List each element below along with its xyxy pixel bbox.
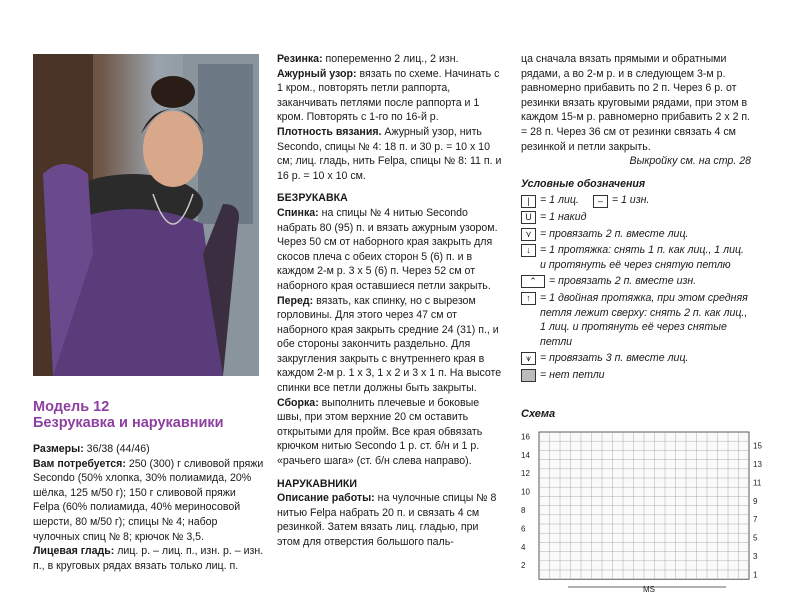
model-name: Безрукавка и нарукавники [33,415,224,431]
scheme-title: Схема [521,408,556,420]
legend-row-p2tog [521,274,751,289]
repeat-label: MS [643,585,655,593]
pattern-reference: Выкройку см. на стр. 28 [629,155,751,168]
continued-text: ца сначала вязать прямыми и обратными рядами, а во 2-м р. и в следующем 3-м р. равномерно прибавить по 2 п. Через 6 р. от резинки вязать круговыми рядами, при этом в каждом 15-м р. равномерно прибавить 2 x 2 п. = 28 п. Через 36 см от резинки связать 4 см резинкой и петли закрыть. [521,53,751,153]
legend-no-stitch: = нет петли [540,368,605,381]
legend-p2tog: = провязать 2 п. вместе изн. [549,275,697,288]
density-label: Плотность вязания. [277,125,382,138]
p2tog-symbol-icon: ⌃ [521,275,545,288]
legend-row-double-decrease [521,291,751,349]
legend-yarn-over: = 1 накид [540,210,587,223]
assembly-label: Сборка: [277,396,319,409]
legend-row-knit-purl [521,193,751,208]
legend-row-k3tog [521,351,751,366]
chart-row-label-left: 6 [521,524,526,534]
legend-ssk: = 1 протяжка: снять 1 п. как лиц., 1 лиц. и протянуть её через снятую петлю [540,244,744,271]
assembly-value: выполнить плечевые и боковые швы, при этом верхние 20 см оставить открытыми для пройм. Все края обвязать крючком нитью Secondo 1 р. ст. б/н и 1 р. «рачьего шага» (ст. б/н слева направо). [277,396,483,468]
chart-left-row-labels [521,432,530,570]
double-decrease-symbol-icon: ↑ [521,292,536,305]
legend-row-k2tog [521,227,751,242]
knitting-chart [521,424,761,593]
density-value: Ажурный узор, нить Secondo, спицы № 4: 18 п. и 30 р. = 10 x 10 см; лиц. гладь, нить Felpa, спицы № 8: 11 п. и 16 р. = 10 x 10 см. [277,125,502,182]
rib-label: Резинка: [277,53,323,65]
stockinette-label: Лицевая гладь: [33,545,115,558]
chart-row-label-left: 10 [521,487,530,497]
rib-value: попеременно 2 лиц., 2 изн. [322,53,459,65]
chart-grid [539,432,749,579]
legend-title: Условные обозначения [521,177,646,190]
chart-row-label-right: 3 [753,551,758,561]
stockinette-value: лиц. р. – лиц. п., изн. р. – изн. п., в круговых рядах вязать только лиц. п. [33,545,264,572]
k3tog-symbol-icon: ⩛ [521,352,536,365]
vest-heading: БЕЗРУКАВКА [277,192,348,205]
instructions-column [277,52,503,550]
chart-row-label-right: 9 [753,496,758,506]
knit-symbol-icon: | [521,195,536,208]
model-photo [33,54,259,376]
chart-row-label-left: 2 [521,561,526,571]
model-number: Модель 12 [33,399,110,415]
lace-value: вязать по схеме. Начинать с 1 кром., повторять петли раппорта, заканчивать петлями после раппорта и 1 кром. Повторять с 1-го по 16-й р. [277,67,500,124]
chart-row-label-right: 7 [753,515,758,525]
lace-label: Ажурный узор: [277,67,357,80]
chart-row-label-left: 12 [521,469,530,479]
chart-row-label-right: 11 [753,478,762,488]
chart-row-label-left: 16 [521,432,530,442]
sizes-label: Размеры: [33,443,84,455]
legend-row-no-stitch [521,368,751,383]
legend-knit: = 1 лиц. [540,194,579,207]
model-photo-illustration [33,54,259,376]
cuffs-heading: НАРУКАВНИКИ [277,477,357,490]
work-value: на чулочные спицы № 8 нитью Felpa набрать 20 п. и связать 4 см резинкой. Затем вязать лиц. гладью, при этом для отверстия большого паль- [277,492,497,548]
purl-symbol-icon: – [593,195,608,208]
work-label: Описание работы: [277,492,375,505]
legend-double-decrease: = 1 двойная протяжка, при этом средняя петля лежит сверху: снять 2 п. как лиц., 1 лиц. и протянуть её через снятые петли [540,291,748,348]
ssk-symbol-icon: ↓ [521,244,536,257]
front-value: вязать, как спинку, но с вырезом горловины. Для этого через 47 см от наборного края закрыть средние 24 (31) п., и обе стороны закончить раздельно. Для закругления закрыть с внутреннего края в каждом 2-м р. 1 x 3, 1 x 2 и 3 x 1 п. На высоте спинки все петли должны быть закрыты. [277,294,502,395]
legend-k3tog: = провязать 3 п. вместе лиц. [540,352,689,365]
materials-label: Вам потребуется: [33,457,126,470]
chart-row-label-right: 15 [753,441,762,451]
legend-row-yarn-over [521,210,751,225]
materials-value: 250 (300) г сливовой пряжи Secondo (50% хлопка, 30% полиамида, 20% шёлка, 125 м/50 г); 150 г сливовой пряжи Felpa (60% полиамида, 40% мериносовой шерсти, 80 м/50 г); спицы № 4; набор чулочных спиц № 8; крючок № 3,5. [33,457,264,543]
model-title [33,399,273,431]
legend-k2tog: = провязать 2 п. вместе лиц. [540,227,689,240]
sizes-value: 36/38 (44/46) [83,443,150,455]
chart-row-label-right: 13 [753,459,762,469]
no-stitch-symbol-icon [521,369,536,382]
chart-row-label-right: 5 [753,533,758,543]
chart-row-label-left: 14 [521,450,530,460]
legend-row-ssk [521,243,751,272]
legend-purl: = 1 изн. [611,194,650,207]
chart-row-label-left: 8 [521,505,526,515]
back-label: Спинка: [277,206,319,219]
front-label: Перед: [277,294,314,307]
chart-row-label-left: 4 [521,542,526,552]
chart-right-row-labels [753,442,762,580]
materials-column [33,442,265,573]
back-value: на спицы № 4 нитью Secondo набрать 80 (95) п. и вязать ажурным узором. Через 50 см от наборного края закрыть для скосов плеча с обеих сторон 5 (6) п. и в каждом 2-м р. 3 x 5 (6) п. Через 52 см от наборного края оставшиеся петли закрыть. [277,206,498,292]
yarn-over-symbol-icon: U [521,211,536,224]
chart-row-label-right: 1 [753,570,758,580]
legend-column [521,52,751,384]
k2tog-symbol-icon: ⋎ [521,228,536,241]
